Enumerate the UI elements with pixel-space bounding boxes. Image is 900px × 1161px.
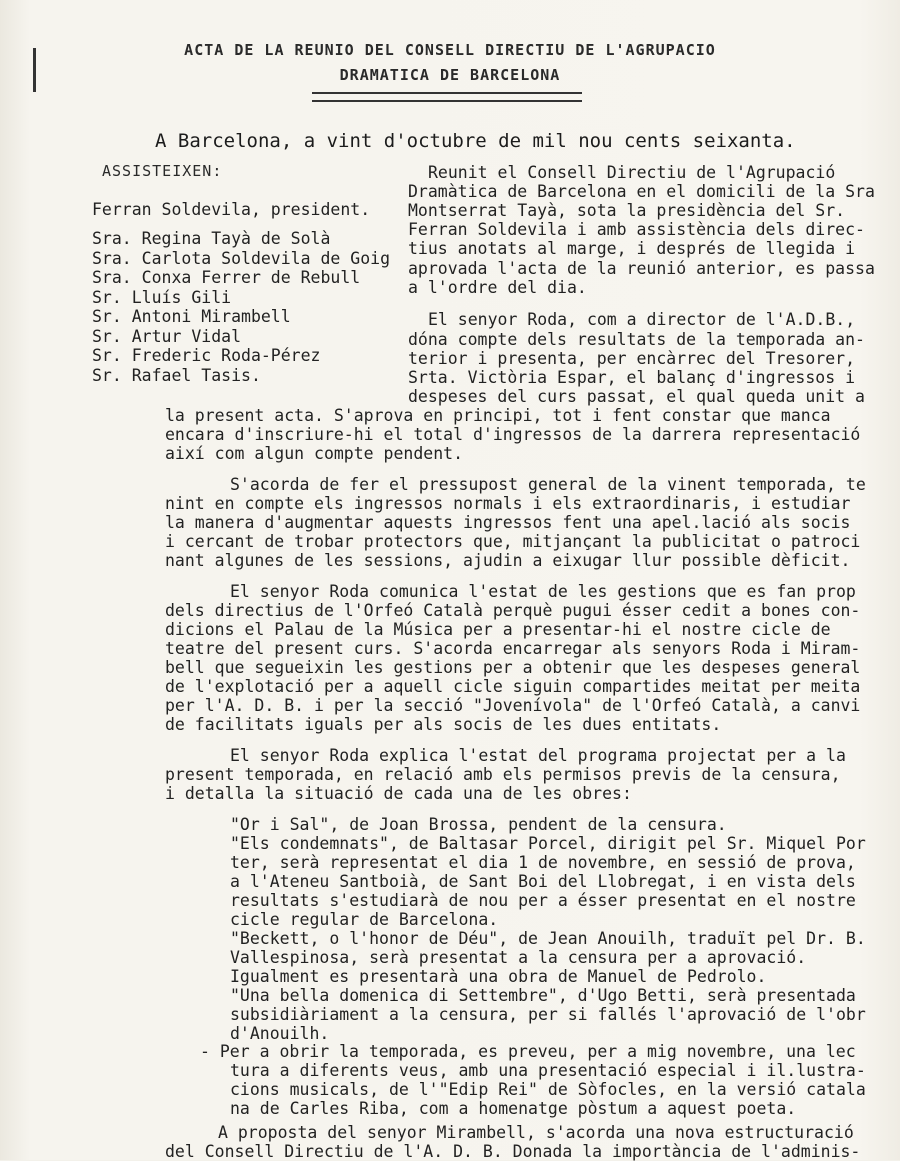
attendee-item: Sr. Lluís Gili: [92, 287, 232, 307]
body-line: tius anotats al marge, i després de llegida i: [408, 239, 856, 258]
body-line: així com algun compte pendent.: [165, 444, 464, 463]
body-line: "Beckett, o l'honor de Déu", de Jean Anouilh, traduït pel Dr. B.: [230, 929, 866, 948]
body-line: la present acta. S'aprova en principi, tot i fent constar que manca: [165, 406, 831, 425]
document-subtitle: DRAMATICA DE BARCELONA: [339, 66, 561, 84]
body-line: Vallespinosa, serà presentat a la censura per a aprovació.: [230, 948, 807, 967]
body-line: subsidiàriament a la censura, per si fallés l'aprovació de l'obr: [230, 1005, 866, 1024]
body-line: dicions el Palau de la Música per a presentar-hi el nostre cicle de: [165, 620, 831, 639]
body-line: Dramàtica de Barcelona en el domicili de la Sra: [408, 182, 875, 201]
body-line: del Consell Directiu de l'A. D. B. Donada la importància de l'adminis-: [165, 1142, 861, 1161]
attendee-item: Sra. Carlota Soldevila de Goig: [92, 248, 391, 268]
body-line: A proposta del senyor Mirambell, s'acorda una nova estructuració: [218, 1123, 854, 1142]
body-line: per l'A. D. B. i per la secció "Jovenívola" de l'Orfeó Català, a canvi: [165, 696, 861, 715]
body-line: - Per a obrir la temporada, es preveu, per a mig novembre, una lec: [200, 1042, 856, 1061]
body-line: Igualment es presentarà una obra de Manuel de Pedrolo.: [230, 967, 767, 986]
body-line: present temporada, en relació amb els permisos previs de la censura,: [165, 765, 841, 784]
attendee-item: Sr. Artur Vidal: [92, 326, 242, 346]
body-line: Ferran Soldevila i amb assistència dels direc-: [408, 220, 865, 239]
body-line: tura a diferents veus, amb una presentació especial i il.lustra-: [230, 1061, 866, 1080]
body-line: la manera d'augmentar aquests ingressos fent una apel.lació als socis: [165, 513, 851, 532]
body-line: terior i presenta, per encàrrec del Tresorer,: [408, 349, 856, 368]
body-line: El senyor Roda explica l'estat del programa projectat per a la: [230, 746, 846, 765]
attendee-list: [92, 229, 390, 385]
body-line: a l'Ateneu Santboià, de Sant Boi del Llobregat, i en vista dels: [230, 872, 856, 891]
body-line: El senyor Roda comunica l'estat de les gestions que es fan prop: [230, 582, 856, 601]
dateline: A Barcelona, a vint d'octubre de mil nou cents seixanta.: [155, 130, 796, 152]
body-line: nint en compte els ingressos normals i els extraordinaris, i estudiar: [165, 494, 851, 513]
attendee-item: Sr. Frederic Roda-Pérez: [92, 346, 321, 365]
body-line: bell que segueixin les gestions per a obtenir que les despeses general: [165, 658, 861, 677]
body-line: dels directius de l'Orfeó Català perquè pugui ésser cedit a bones con-: [165, 601, 861, 620]
body-line: encara d'inscriure-hi el total d'ingressos de la darrera representació: [165, 425, 861, 444]
body-line: Reunit el Consell Directiu de l'Agrupació: [428, 163, 836, 182]
body-line: resultats s'estudiarà de nou per a ésser presentat en el nostre: [230, 891, 856, 910]
body-line: cions musicals, de l'"Edip Rei" de Sòfocles, en la versió catala: [230, 1080, 866, 1099]
body-line: nant algunes de les sessions, ajudin a eixugar llur possible dèficit.: [165, 551, 851, 570]
body-line: a l'ordre del dia.: [408, 278, 587, 297]
body-line: Montserrat Tayà, sota la presidència del Sr.: [408, 201, 846, 220]
attendees-heading: ASSISTEIXEN:: [102, 162, 223, 180]
body-line: i detalla la situació de cada una de les obres:: [165, 784, 632, 803]
body-line: despeses del curs passat, el qual queda unit a: [408, 387, 865, 406]
body-line: d'Anouilh.: [230, 1024, 330, 1043]
body-line: i cercant de trobar protectors que, mitjançant la publicitat o patroci: [165, 532, 861, 551]
attendee-item: Sra. Conxa Ferrer de Rebull: [92, 268, 361, 287]
body-line: teatre del present curs. S'acorda encarregar als senyors Roda i Miram-: [165, 639, 861, 658]
body-line: "Els condemnats", de Baltasar Porcel, dirigit pel Sr. Miquel Por: [230, 834, 866, 853]
body-line: ter, serà representat el dia 1 de novembre, en sessió de prova,: [230, 853, 856, 872]
body-line: Srta. Victòria Espar, el balanç d'ingressos i: [408, 368, 856, 387]
body-line: cicle regular de Barcelona.: [230, 910, 499, 929]
attendee-item: Sra. Regina Tayà de Solà: [92, 229, 331, 248]
body-line: de facilitats iguals per als socis de les dues entitats.: [165, 715, 722, 734]
body-line: dóna compte dels resultats de la temporada an-: [408, 330, 865, 349]
body-line: aprovada l'acta de la reunió anterior, es passa: [408, 259, 875, 278]
attendee-item: Sr. Rafael Tasis.: [92, 365, 261, 385]
body-line: de l'explotació per a aquell cicle siguin compartides meitat per meita: [165, 677, 861, 696]
title-underline: [312, 92, 582, 102]
body-line: El senyor Roda, com a director de l'A.D.B.,: [428, 310, 856, 329]
attendee-item: Sr. Antoni Mirambell: [92, 307, 291, 326]
body-line: S'acorda de fer el pressupost general de la vinent temporada, te: [230, 475, 866, 494]
document-title: ACTA DE LA REUNIO DEL CONSELL DIRECTIU DE L'AGRUPACIO: [184, 41, 716, 59]
body-line: "Or i Sal", de Joan Brossa, pendent de la censura.: [230, 815, 727, 834]
body-line: "Una bella domenica di Settembre", d'Ugo Betti, serà presentada: [230, 986, 856, 1005]
attendee-president: Ferran Soldevila, president.: [92, 200, 371, 219]
body-line: na de Carles Riba, com a homenatge pòstum a aquest poeta.: [230, 1099, 797, 1118]
